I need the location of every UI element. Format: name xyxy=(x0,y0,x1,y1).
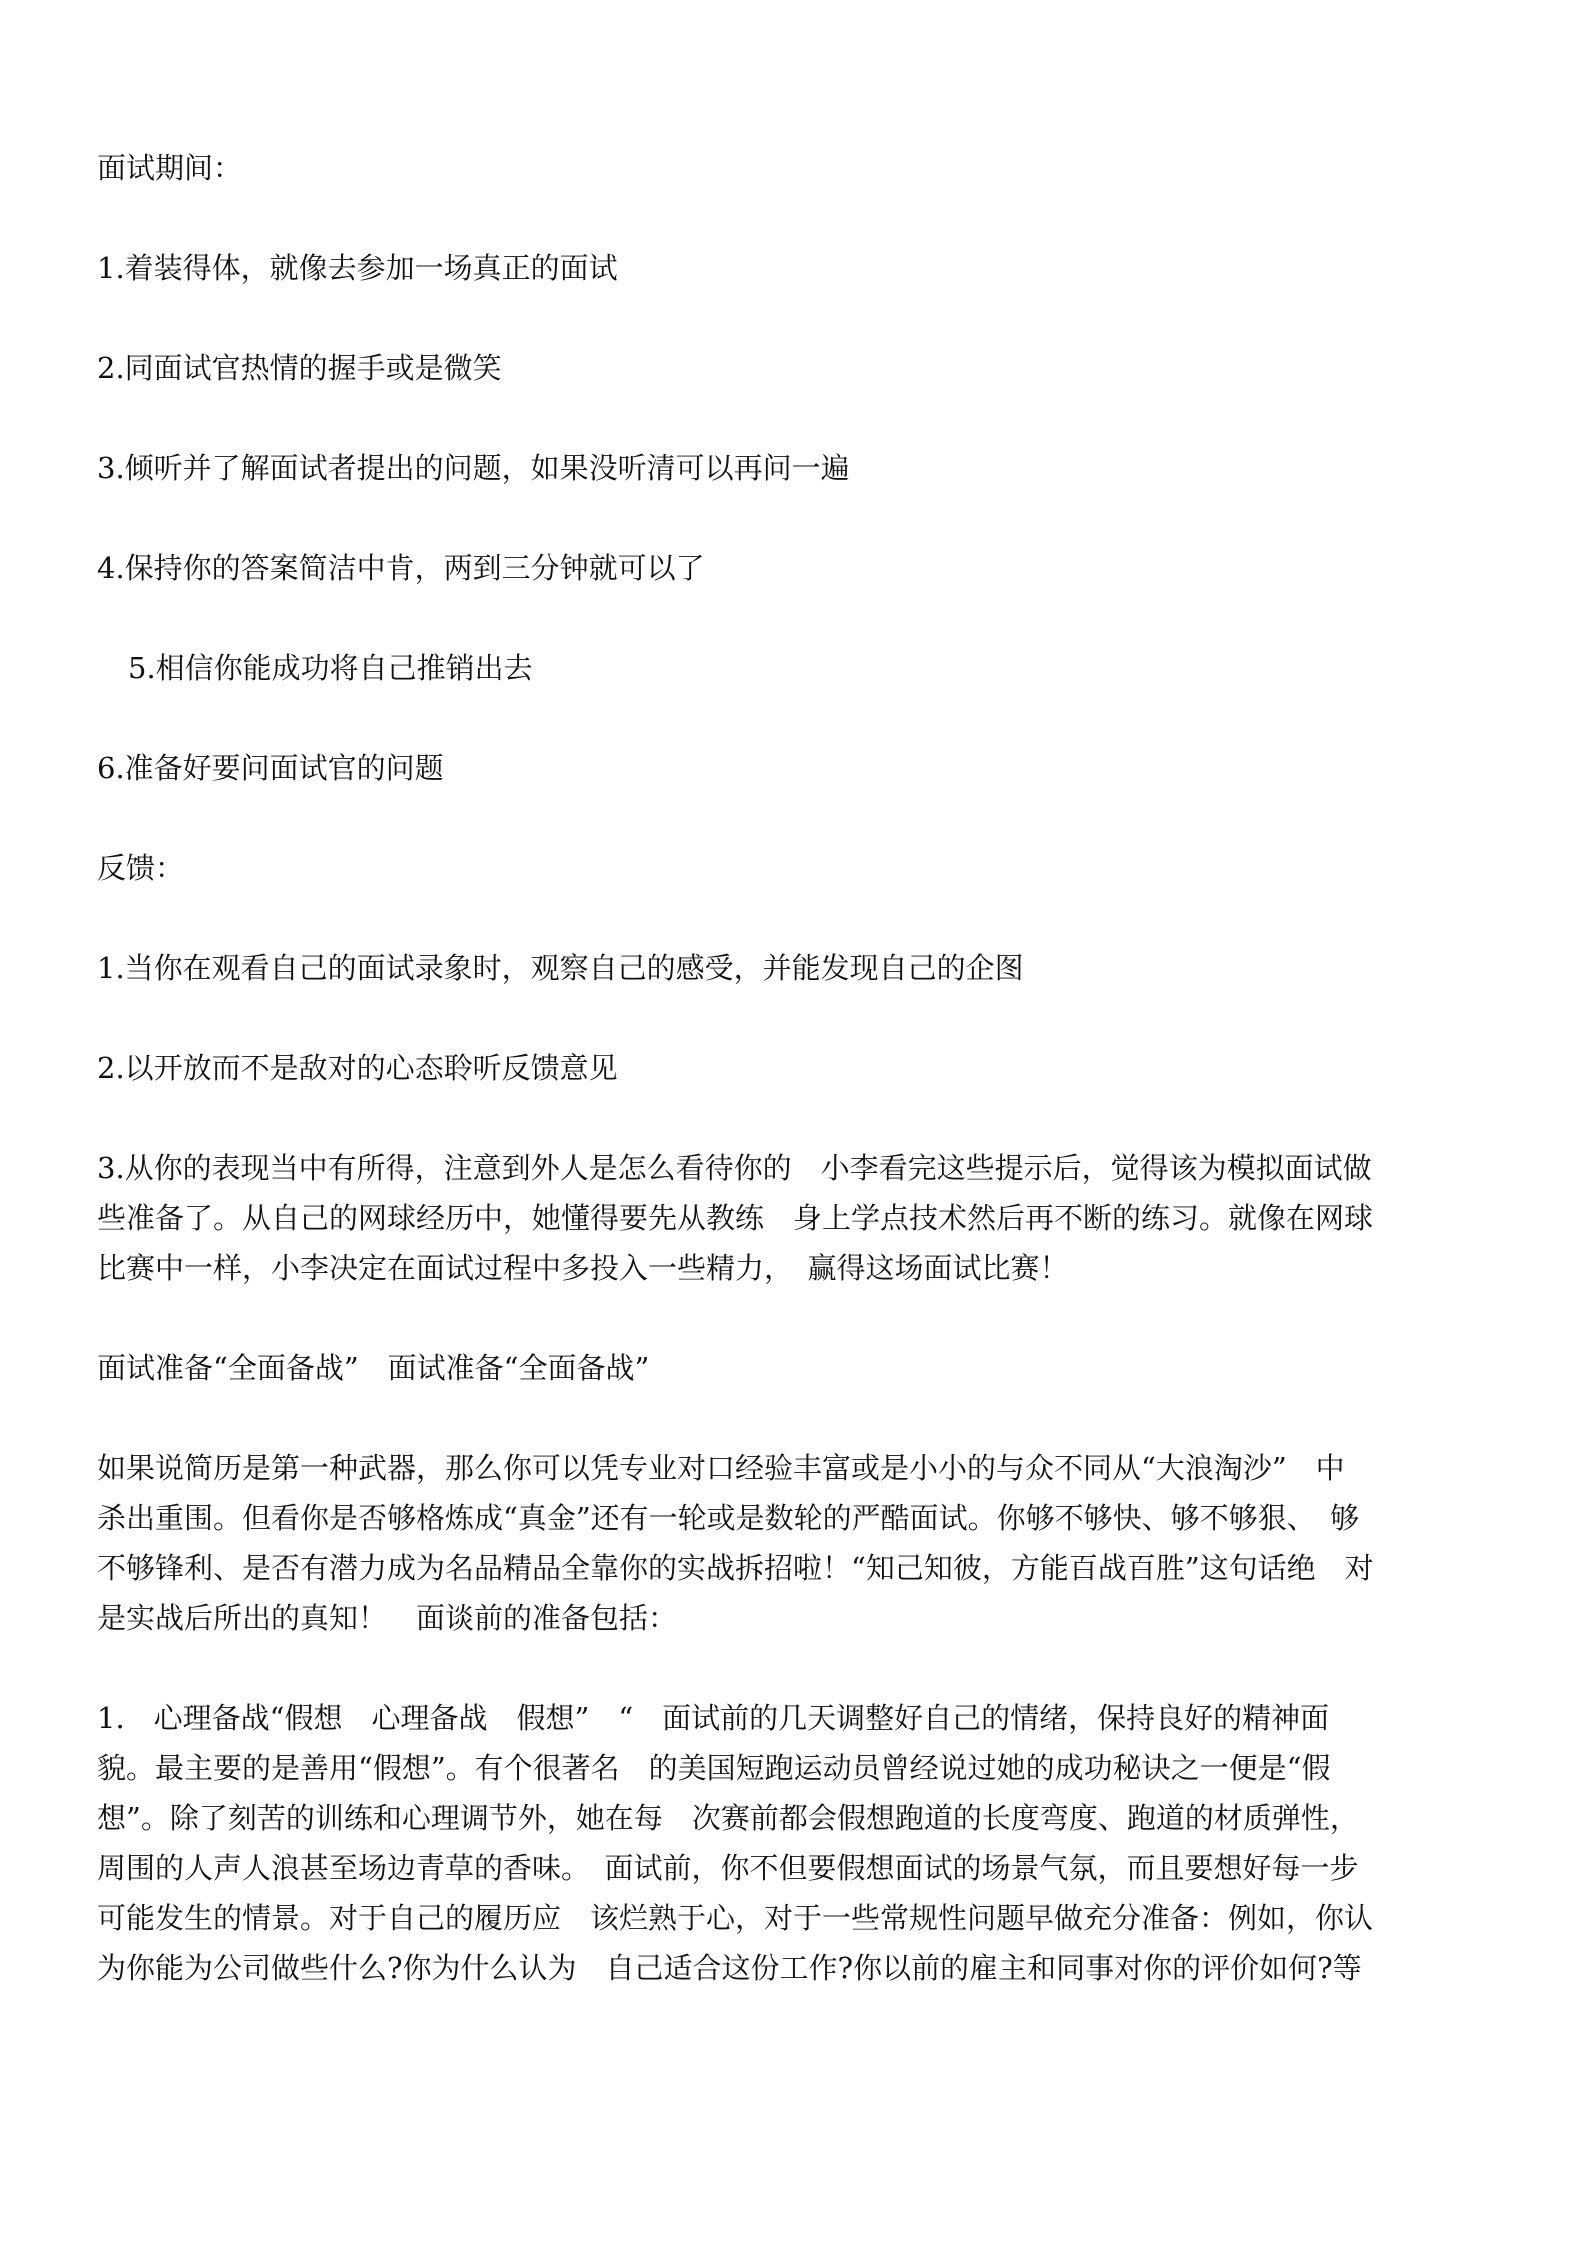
list-item: 4.保持你的答案简洁中肯，两到三分钟就可以了 xyxy=(97,551,705,585)
paragraph-line: 1. 心理备战“假想 心理备战 假想” “ 面试前的几天调整好自己的情绪，保持良好的精神面 xyxy=(97,1701,1330,1735)
list-item: 2.以开放而不是敌对的心态聆听反馈意见 xyxy=(97,1051,618,1085)
list-item: 1.当你在观看自己的面试录象时，观察自己的感受，并能发现自己的企图 xyxy=(97,951,1024,985)
paragraph-line: 杀出重围。但看你是否够格炼成“真金”还有一轮或是数轮的严酷面试。你够不够快、够不够狠、 够 xyxy=(97,1501,1360,1535)
list-item: 2.同面试官热情的握手或是微笑 xyxy=(97,351,502,385)
paragraph-line: 些准备了。从自己的网球经历中，她懂得要先从教练 身上学点技术然后再不断的练习。就像在网球 xyxy=(97,1201,1374,1235)
paragraph-line: 貌。最主要的是善用“假想”。有个很著名 的美国短跑运动员曾经说过她的成功秘诀之一便是“假 xyxy=(97,1751,1331,1785)
list-item: 1.着装得体，就像去参加一场真正的面试 xyxy=(97,251,618,285)
paragraph-line: 比赛中一样，小李决定在面试过程中多投入一些精力， 赢得这场面试比赛！ xyxy=(97,1251,1069,1285)
list-item: 5.相信你能成功将自己推销出去 xyxy=(128,651,533,685)
paragraph-line: 周围的人声人浪甚至场边青草的香味。 面试前，你不但要假想面试的场景气氛，而且要想好每一步 xyxy=(97,1851,1359,1885)
paragraph-line: 想”。除了刻苦的训练和心理调节外，她在每 次赛前都会假想跑道的长度弯度、跑道的材质弹性， xyxy=(97,1801,1359,1835)
section-heading-feedback: 反馈： xyxy=(97,851,185,885)
section-heading-prepare: 面试准备“全面备战” 面试准备“全面备战” xyxy=(97,1351,650,1385)
section-heading-during: 面试期间： xyxy=(97,151,243,185)
paragraph-line: 如果说简历是第一种武器，那么你可以凭专业对口经验丰富或是小小的与众不同从“大浪淘沙” 中 xyxy=(97,1451,1345,1485)
paragraph-line: 3.从你的表现当中有所得，注意到外人是怎么看待你的 小李看完这些提示后，觉得该为模拟面试做 xyxy=(97,1151,1372,1185)
paragraph-line: 不够锋利、是否有潜力成为名品精品全靠你的实战拆招啦！“知己知彼，方能百战百胜”这句话绝 对 xyxy=(97,1551,1374,1585)
paragraph-line: 为你能为公司做些什么?你为什么认为 自己适合这份工作?你以前的雇主和同事对你的评价如何?等 xyxy=(97,1951,1362,1985)
paragraph-line: 是实战后所出的真知！ 面谈前的准备包括： xyxy=(97,1601,678,1635)
list-item: 6.准备好要问面试官的问题 xyxy=(97,751,444,785)
list-item: 3.倾听并了解面试者提出的问题，如果没听清可以再问一遍 xyxy=(97,451,850,485)
paragraph-line: 可能发生的情景。对于自己的履历应 该烂熟于心，对于一些常规性问题早做充分准备：例如，你认 xyxy=(97,1901,1374,1935)
